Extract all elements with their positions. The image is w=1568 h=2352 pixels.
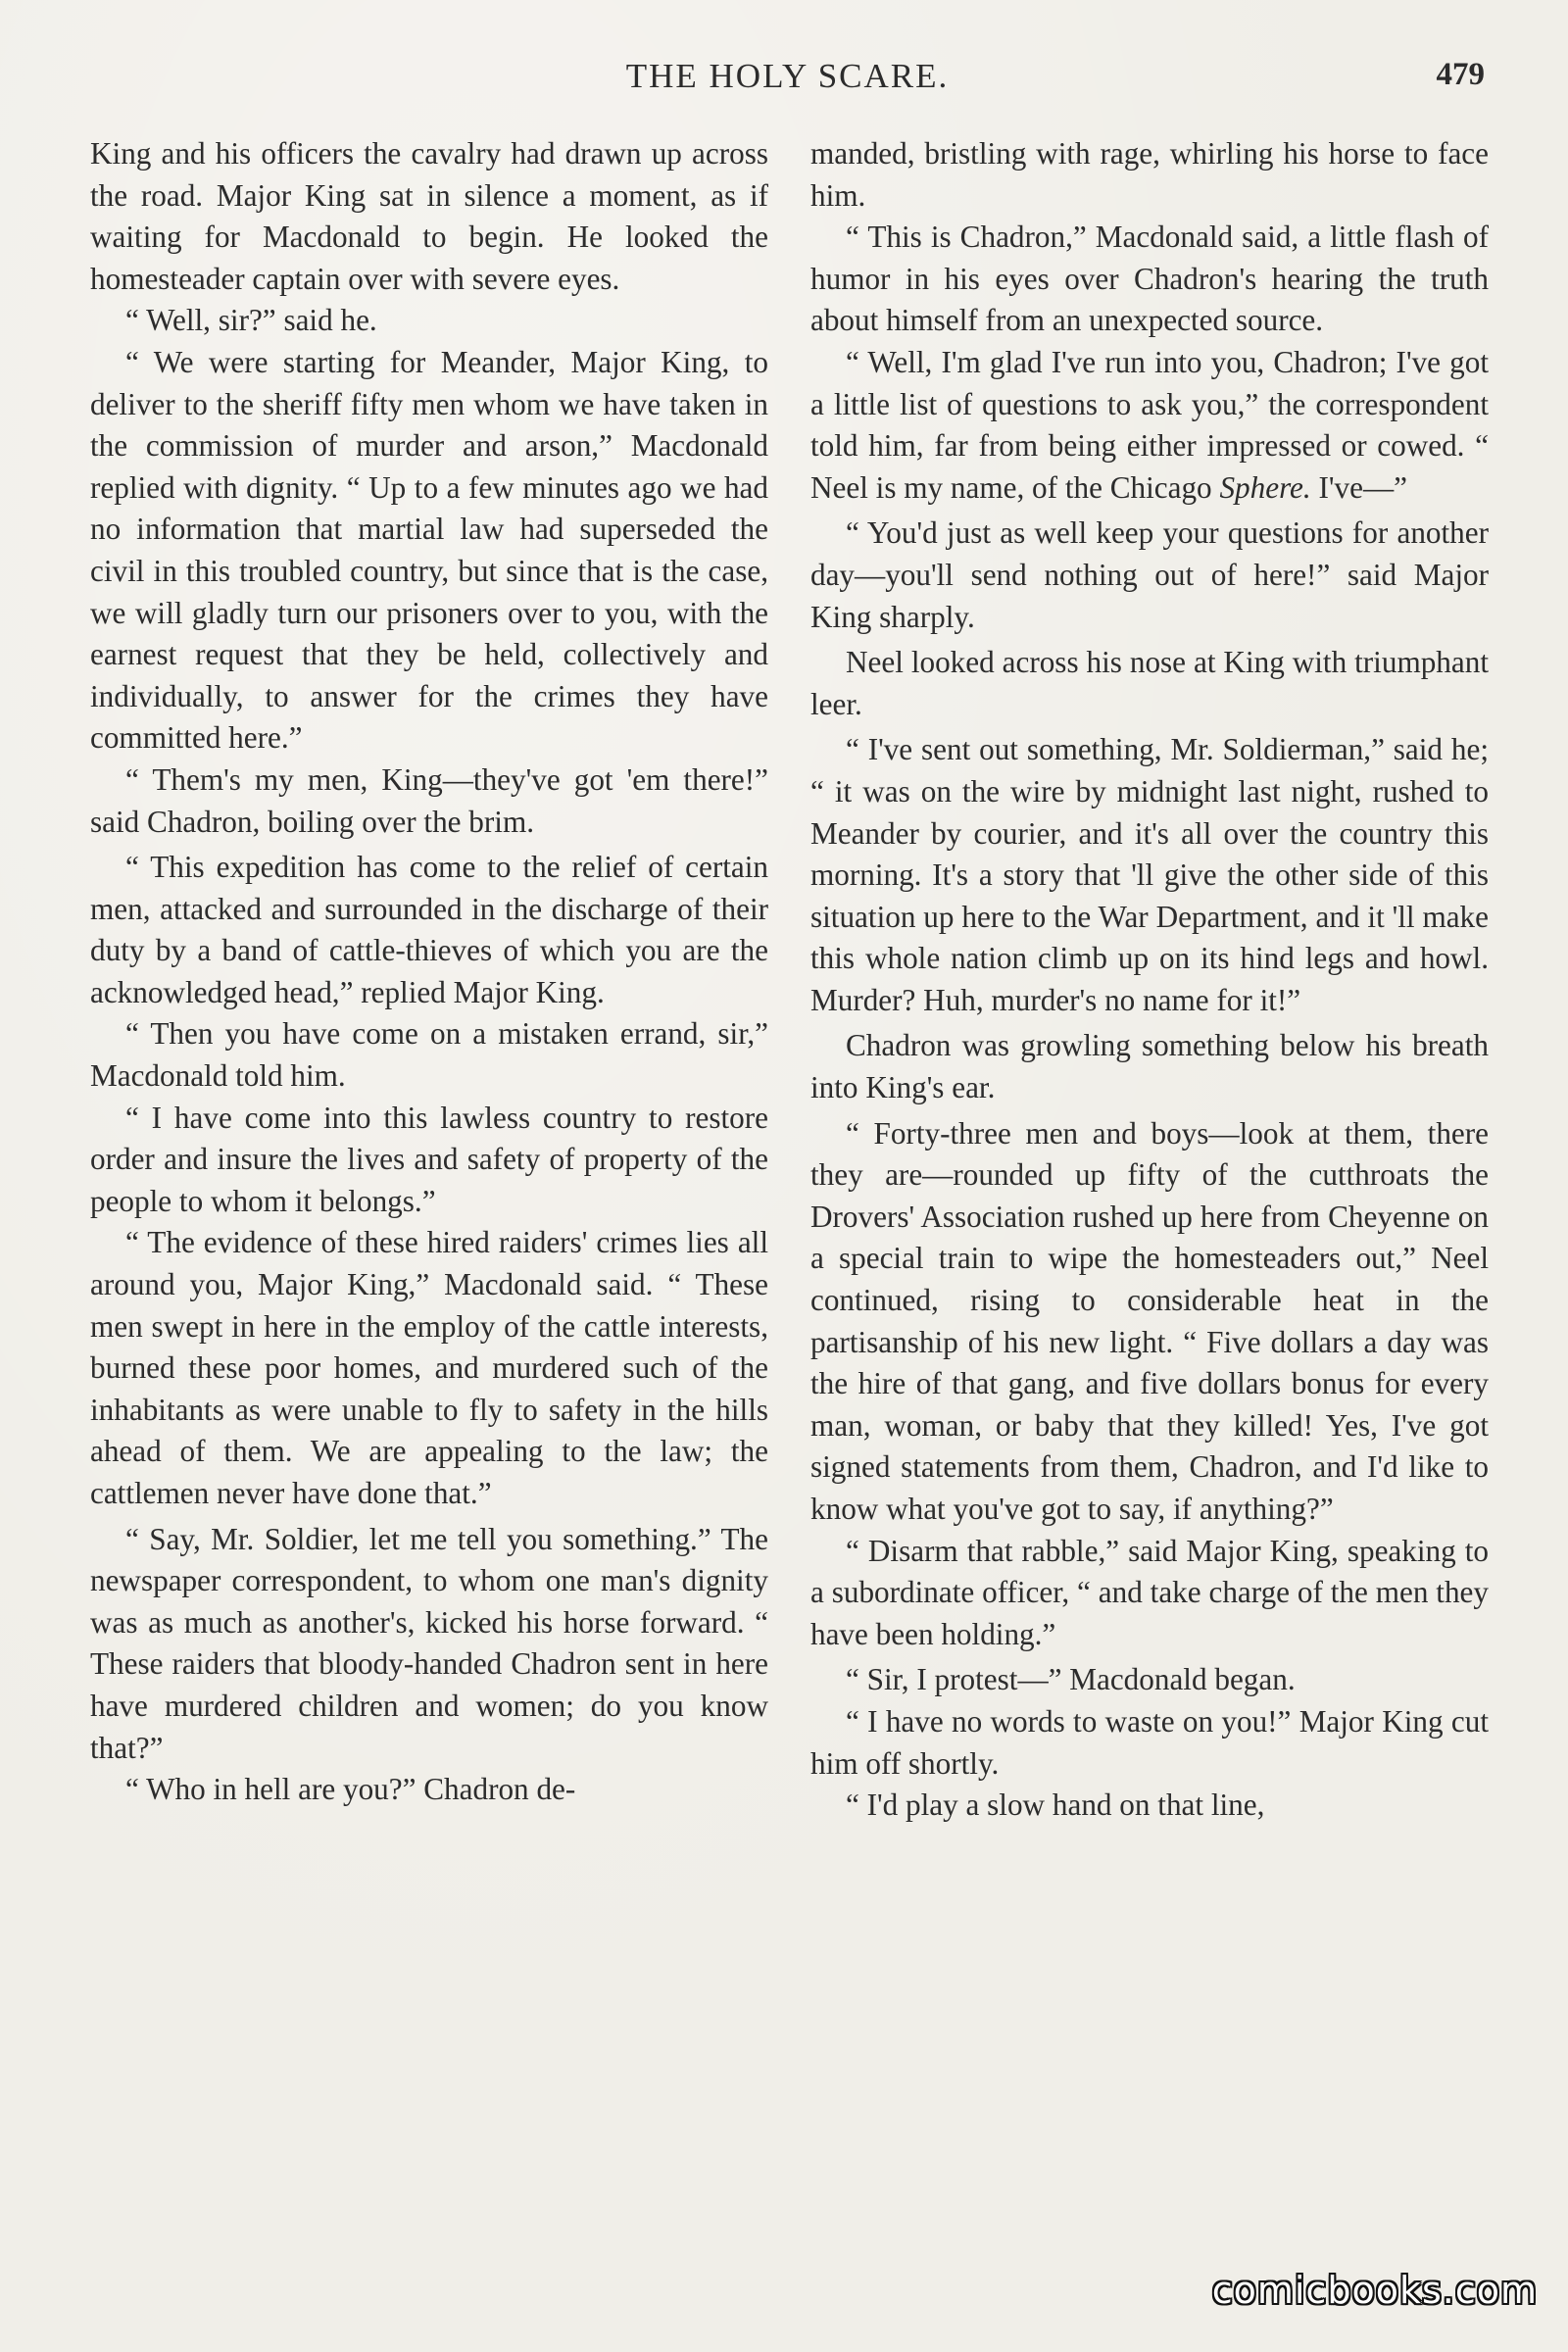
paragraph: “ Then you have come on a mistaken errand, sir,” Macdonald told him. (90, 1016, 768, 1094)
paragraph-text: I've—” (1310, 469, 1407, 505)
paragraph: “ We were starting for Meander, Major King, to deliver to the sheriff fifty men whom we have taken in the commission of murder and arson,” Macdonald replied with dignity. “ Up to a few minutes ago we had no information that martial law had superseded the civil in this troubled country, but since that is the case, we will gladly turn our prisoners over to you, with the earnest request that they be held, collectively and individually, to answer for the crimes they have committed here.” (90, 344, 768, 756)
paragraph: “ Disarm that rabble,” said Major King, speaking to a subordinate officer, “ and take charge of the men they have been holding.” (810, 1533, 1489, 1651)
paragraph: “ I've sent out something, Mr. Soldierman,” said he; “ it was on the wire by midnight last night, rushed to Meander by courier, and it's all over the country this morning. It's a story that 'll give the other side of this situation up here to the War Department, and it 'll make this whole nation climb up on its hind legs and howl. Murder? Huh, murder's no name for it!” (810, 732, 1489, 1017)
paragraph: “ You'd just as well keep your questions for another day—you'll send nothing out of here!” said Major King sharply. (810, 515, 1489, 634)
paragraph: “ Forty-three men and boys—look at them, there they are—rounded up fifty of the cutthroats the Drovers' Association rushed up here from Cheyenne on a special train to wipe the homesteaders out,” Neel continued, rising to considerable heat in the partisanship of his new light. “ Five dollars a day was the hire of that gang, and five dollars bonus for every man, woman, or baby that they killed! Yes, I've got signed statements from them, Chadron, and I'd like to know what you've got to say, if anything?” (810, 1115, 1489, 1526)
running-title: THE HOLY SCARE. (625, 57, 950, 95)
paragraph: manded, bristling with rage, whirling his horse to face him. (810, 136, 1489, 213)
paragraph: “ Them's my men, King—they've got 'em there!” said Chadron, boiling over the brim. (90, 761, 768, 839)
paragraph: “ Say, Mr. Soldier, let me tell you something.” The newspaper correspondent, to whom one man's dignity was as much as another's, kicked his horse forward. “ These raiders that bloody-handed Chadron sent in here have murdered children and women; do you know that?” (90, 1521, 768, 1765)
paragraph: “ Sir, I protest—” Macdonald began. (846, 1662, 1296, 1697)
paragraph: King and his officers the cavalry had drawn up across the road. Major King sat in silence a moment, as if waiting for Macdonald to begin. He looked the homesteader captain over with severe eyes. (90, 136, 768, 296)
page-header (90, 57, 1485, 106)
paragraph: “ I have come into this lawless country to restore order and insure the lives and safety of property of the people to whom it belongs.” (90, 1100, 768, 1218)
paragraph: “ This is Chadron,” Macdonald said, a little flash of humor in his eyes over Chadron's hearing the truth about himself from an unexpected source. (810, 220, 1489, 338)
page-number: 479 (1436, 57, 1485, 92)
right-column (810, 133, 1489, 1827)
site-watermark: comicbooks.com (1211, 2269, 1538, 2312)
paragraph: “ Well, sir?” said he. (125, 303, 377, 338)
paragraph: “ The evidence of these hired raiders' crimes lies all around you, Major King,” Macdonald said. “ These men swept in here in the employ of the cattle interests, burned these poor homes, and murdered such of the inhabitants as were unable to fly to safety in the hills ahead of them. We are appealing to the law; the cattlemen never have done that.” (90, 1225, 768, 1510)
paragraph: “ I have no words to waste on you!” Major King cut him off shortly. (810, 1703, 1489, 1781)
paragraph: “ I'd play a slow hand on that line, (846, 1788, 1265, 1823)
newspaper-name: Sphere. (1219, 469, 1311, 505)
paragraph: “ Who in hell are you?” Chadron de- (125, 1772, 576, 1807)
paragraph: Chadron was growling something below his breath into King's ear. (810, 1028, 1489, 1105)
paragraph (810, 342, 1489, 509)
paragraph: Neel looked across his nose at King with triumphant leer. (810, 645, 1489, 721)
left-column (90, 133, 768, 1811)
paragraph-text: “ Well, I'm glad I've run into you, Chadron; I've got a little list of questions to ask you,” the correspondent told him, far from being either impressed or cowed. “ Neel is my name, of the Chicago (810, 344, 1489, 505)
paragraph: “ This expedition has come to the relief of certain men, attacked and surrounded in the discharge of their duty by a band of cattle-thieves of which you are the acknowledged head,” replied Major King. (90, 850, 768, 1009)
